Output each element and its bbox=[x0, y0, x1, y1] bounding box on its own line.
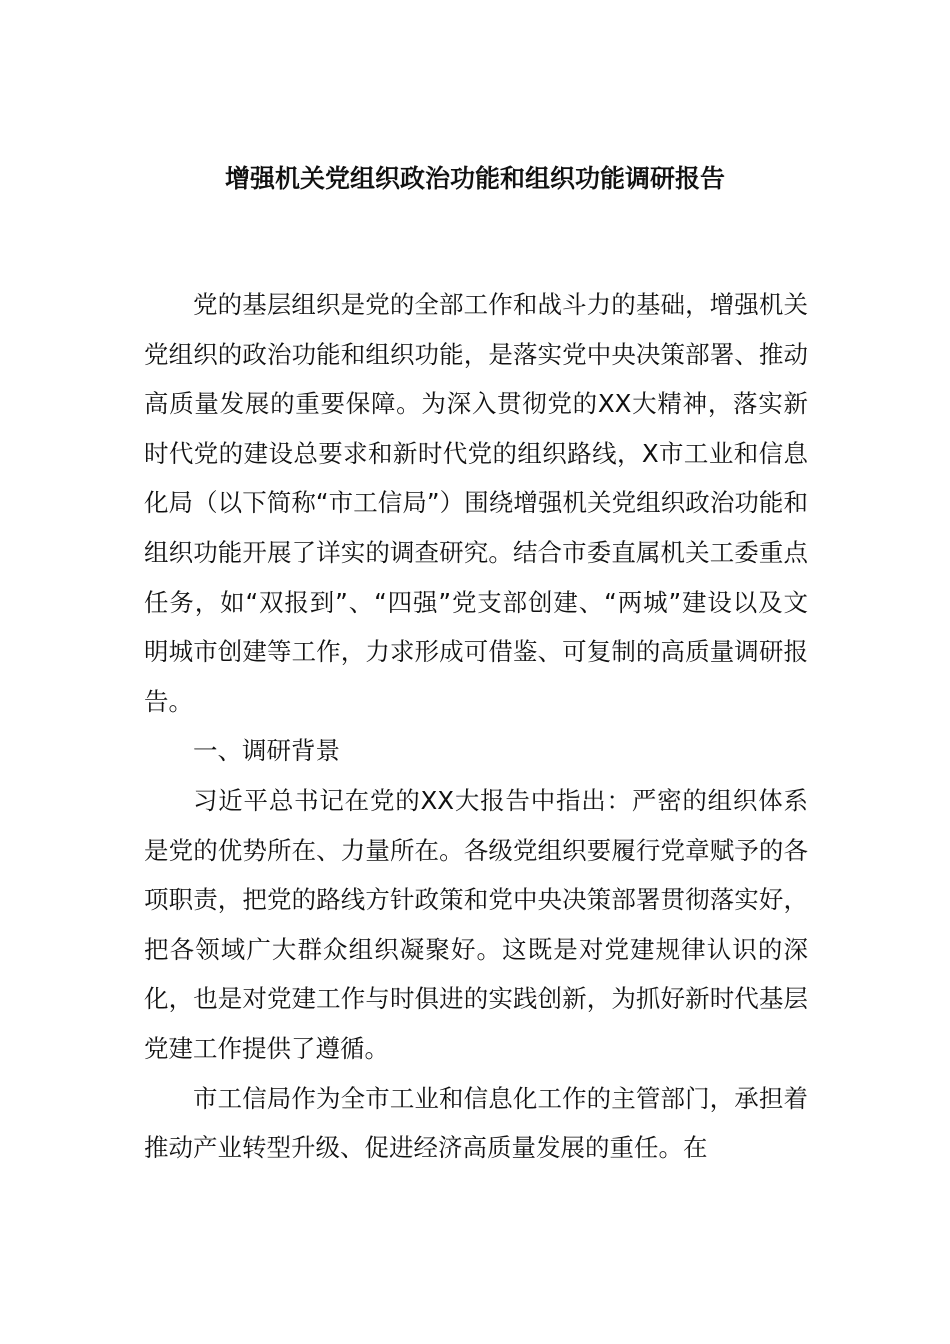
paragraph-background: 习近平总书记在党的XX大报告中指出：严密的组织体系是党的优势所在、力量所在。各级党组织要履行党章赋予的各项职责，把党的路线方针政策和党中央决策部署贯彻落实好，把各领域广大群众组织凝聚好。这既是对党建规律认识的深化，也是对党建工作与时俱进的实践创新，为抓好新时代基层党建工作提供了遵循。 bbox=[144, 785, 808, 1063]
document-title: 增强机关党组织政治功能和组织功能调研报告 bbox=[224, 164, 725, 193]
section-heading-background: 一、调研背景 bbox=[193, 736, 340, 766]
paragraph-intro: 党的基层组织是党的全部工作和战斗力的基础，增强机关党组织的政治功能和组织功能，是落实党中央决策部署、推动高质量发展的重要保障。为深入贯彻党的XX大精神，落实新时代党的建设总要求和新时代党的组织路线，X市工业和信息化局（以下简称“市工信局”）围绕增强机关党组织政治功能和组织功能开展了详实的调查研究。结合市委直属机关工委重点任务，如“双报到”、“四强”党支部创建、“两城”建设以及文明城市创建等工作，力求形成可借鉴、可复制的高质量调研报告。 bbox=[144, 290, 808, 716]
document-body bbox=[144, 280, 808, 1173]
paragraph-bureau: 市工信局作为全市工业和信息化工作的主管部门，承担着推动产业转型升级、促进经济高质量发展的重任。在 bbox=[144, 1083, 808, 1163]
